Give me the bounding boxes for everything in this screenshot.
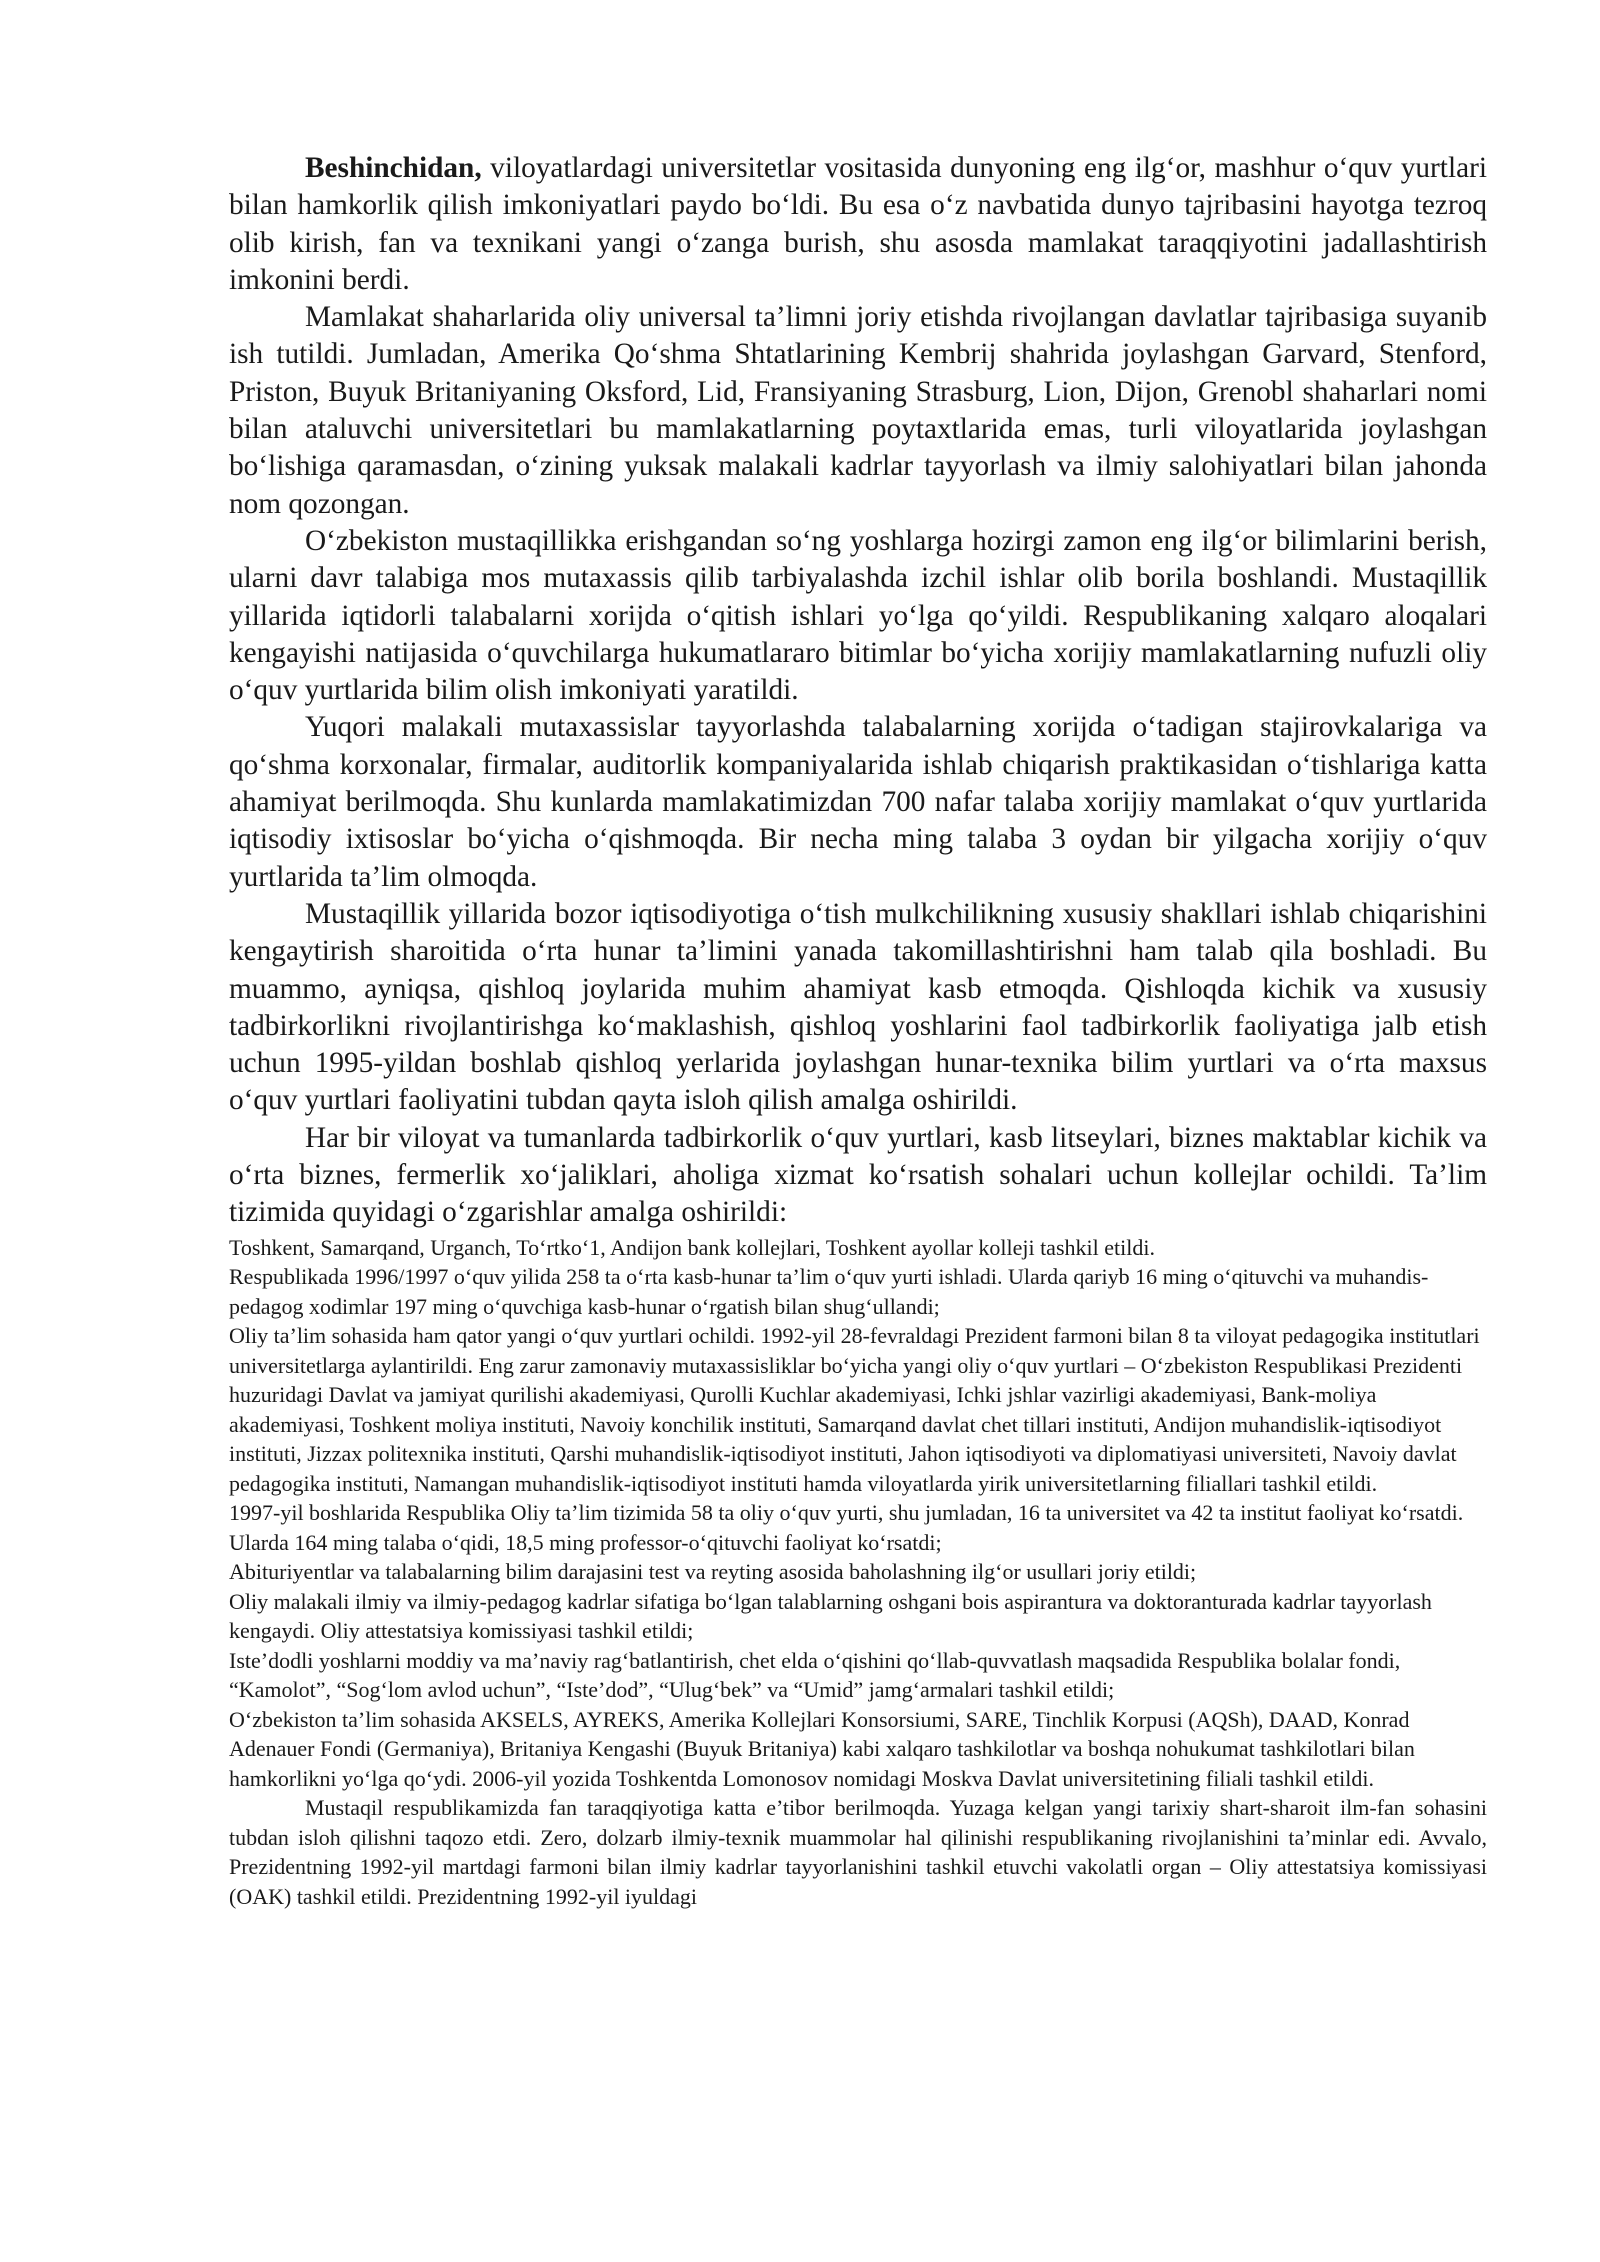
list-item: Oliy malakali ilmiy va ilmiy-pedagog kadrlar sifatiga bo‘lgan talablarning oshgani bois aspirantura va doktoranturada kadrlar tayyorlash kengaydi. Oliy attestatsiya komissiyasi tashkil etildi;	[229, 1588, 1432, 1644]
paragraph-universal-talim: Mamlakat shaharlarida oliy universal ta’limni joriy etishda rivojlangan davlatlar tajribasiga suyanib ish tutildi. Jumladan, Amerika Qo‘shma Shtatlarining Kembrij shahrida joylashgan Garvard, Stenford, Priston, Buyuk Britaniyaning Oksford, Lid, Fransiyaning Strasburg, Lion, Dijon, Grenobl shaharlari nomi bilan ataluvchi universitetlari bu mamlakatlarning poytaxtlarida emas, turli viloyatlarida joylashgan bo‘lishiga qaramasdan, o‘zining yuksak malakali kadrlar tayyorlash va ilmiy salohiyatlari bilan jahonda nom qozongan.	[229, 301, 1487, 520]
paragraph-beshinchidan	[229, 150, 1487, 299]
body-paragraphs	[229, 150, 1487, 1232]
list-item: Iste’dodli yoshlarni moddiy va ma’naviy rag‘batlantirish, chet elda o‘qishini qo‘llab-quvvatlash maqsadida Respublika bolalar fondi, “Kamolot”, “Sog‘lom avlod uchun”, “Iste’dod”, “Ulug‘bek” va “Umid” jamg‘armalari tashkil etildi;	[229, 1647, 1401, 1703]
list-item: Oliy ta’lim sohasida ham qator yangi o‘quv yurtlari ochildi. 1992-yil 28-fevraldagi Prezident farmoni bilan 8 ta viloyat pedagogika institutlari universitetlarga aylantirildi. Eng zarur zamonaviy mutaxassisliklar bo‘yicha yangi oliy o‘quv yurtlari – O‘zbekiston Respublikasi Prezidenti huzuridagi Davlat va jamiyat qurilishi akademiyasi, Qurolli Kuchlar akademiyasi, Ichki jshlar vazirligi akademiyasi, Bank-moliya akademiyasi, Toshkent moliya instituti, Navoiy konchilik instituti, Samarqand davlat chet tillari instituti, Andijon muhandislik-iqtisodiyot instituti, Jizzax politexnika instituti, Qarshi muhandislik-iqtisodiyot instituti, Jahon iqtisodiyoti va diplomatiyasi universiteti, Navoiy davlat pedagogika instituti, Namangan muhandislik-iqtisodiyot instituti hamda viloyatlarda yirik universitetlarning filiallari tashkil etildi.	[229, 1323, 1480, 1496]
list-item: 1997-yil boshlarida Respublika Oliy ta’lim tizimida 58 ta oliy o‘quv yurti, shu jumladan, 16 ta universitet va 42 ta institut faoliyat ko‘rsatdi. Ularda 164 ming talaba o‘qidi, 18,5 ming professor-o‘qituvchi faoliyat ko‘rsatdi;	[229, 1500, 1464, 1555]
paragraph-lead-bold: Beshinchidan,	[305, 152, 482, 184]
paragraph-kollejlar: Har bir viloyat va tumanlarda tadbirkorlik o‘quv yurtlari, kasb litseylari, biznes maktablar kichik va o‘rta biznes, fermerlik xo‘jaliklari, aholiga xizmat ko‘rsatish sohalari uchun kollejlar ochildi. Ta’lim tizimida quyidagi o‘zgarishlar amalga oshirildi:	[229, 1121, 1487, 1229]
changes-list	[229, 1233, 1487, 1794]
paragraph-stajirovka: Yuqori malakali mutaxassislar tayyorlashda talabalarning xorijda o‘tadigan stajirovkalariga va qo‘shma korxonalar, firmalar, auditorlik kompaniyalarida ishlab chiqarish praktikasidan o‘tishlariga katta ahamiyat berilmoqda. Shu kunlarda mamlakatimizdan 700 nafar talaba xorijiy mamlakat o‘quv yurtlarida iqtisodiy ixtisoslar bo‘yicha o‘qishmoqda. Bir necha ming talaba 3 oydan bir yilgacha xorijiy o‘quv yurtlarida ta’lim olmoqda.	[229, 711, 1487, 893]
closing-section	[229, 1793, 1487, 1911]
list-item: Abituriyentlar va talabalarning bilim darajasini test va reyting asosida baholashning ilg‘or usullari joriy etildi;	[229, 1559, 1197, 1585]
paragraph-mustaqillik-yoshlar: O‘zbekiston mustaqillikka erishgandan so‘ng yoshlarga hozirgi zamon eng ilg‘or bilimlarini berish, ularni davr talabiga mos mutaxassis qilib tarbiyalashda izchil ishlar olib borila boshlandi. Mustaqillik yillarida iqtidorli talabalarni xorijda o‘qitish ishlari yo‘lga qo‘yildi. Respublikaning xalqaro aloqalari kengayishi natijasida o‘quvchilarga hukumatlararo bitimlar bo‘yicha xorijiy mamlakatlarning nufuzli oliy o‘quv yurtlarida bilim olish imkoniyati yaratildi.	[229, 524, 1487, 707]
paragraph-text: viloyatlardagi universitetlar vositasida dunyoning eng ilg‘or, mashhur o‘quv yurtlari bilan hamkorlik qilish imkoniyatlari paydo bo‘ldi. Bu esa o‘z navbatida dunyo tajribasini hayotga tezroq olib kirish, fan va texnikani yangi o‘zanga burish, shu asosda mamlakat taraqqiyotini jadallashtirish imkonini berdi.	[229, 152, 1487, 296]
list-item: O‘zbekiston ta’lim sohasida AKSELS, AYREKS, Amerika Kollejlari Konsorsiumi, SARE, Tinchlik Korpusi (AQSh), DAAD, Konrad Adenauer Fondi (Germaniya), Britaniya Kengashi (Buyuk Britaniya) kabi xalqaro tashkilotlar va boshqa nohukumat tashkilotlari bilan hamkorlikni yo‘lga qo‘ydi. 2006-yil yozida Toshkentda Lomonosov nomidagi Moskva Davlat universitetining filiali tashkil etildi.	[229, 1706, 1415, 1791]
paragraph-fan-taraqqiyoti: Mustaqil respublikamizda fan taraqqiyotiga katta e’tibor berilmoqda. Yuzaga kelgan yangi tarixiy shart-sharoit ilm-fan sohasini tubdan isloh qilishni taqozo etdi. Zero, dolzarb ilmiy-texnik muammolar hal qilinishi respublikaning rivojlanishini ta’minlar edi. Avvalo, Prezidentning 1992-yil martdagi farmoni bilan ilmiy kadrlar tayyorlanishini tashkil etuvchi vakolatli organ – Oliy attestatsiya komissiyasi (OAK) tashkil etildi. Prezidentning 1992-yil iyuldagi	[229, 1795, 1487, 1909]
document-page	[229, 150, 1487, 1911]
list-item: Respublikada 1996/1997 o‘quv yilida 258 ta o‘rta kasb-hunar ta’lim o‘quv yurti ishladi. Ularda qariyb 16 ming o‘qituvchi va muhandis-pedagog xodimlar 197 ming o‘quvchiga kasb-hunar o‘rgatish bilan shug‘ullandi;	[229, 1264, 1429, 1319]
list-item: Toshkent, Samarqand, Urganch, To‘rtko‘1, Andijon bank kollejlari, Toshkent ayollar kolleji tashkil etildi.	[229, 1234, 1155, 1260]
paragraph-orta-hunar: Mustaqillik yillarida bozor iqtisodiyotiga o‘tish mulkchilikning xususiy shakllari ishlab chiqarishini kengaytirish sharoitida o‘rta hunar ta’limini yanada takomillashtirishni ham talab qila boshladi. Bu muammo, ayniqsa, qishloq joylarida muhim ahamiyat kasb etmoqda. Qishloqda kichik va xususiy tadbirkorlikni rivojlantirishga ko‘maklashish, qishloq yoshlarini faol tadbirkorlik faoliyatiga jalb etish uchun 1995-yildan boshlab qishloq yerlarida joylashgan hunar-texnika bilim yurtlari va o‘rta maxsus o‘quv yurtlari faoliyatini tubdan qayta isloh qilish amalga oshirildi.	[229, 897, 1487, 1117]
